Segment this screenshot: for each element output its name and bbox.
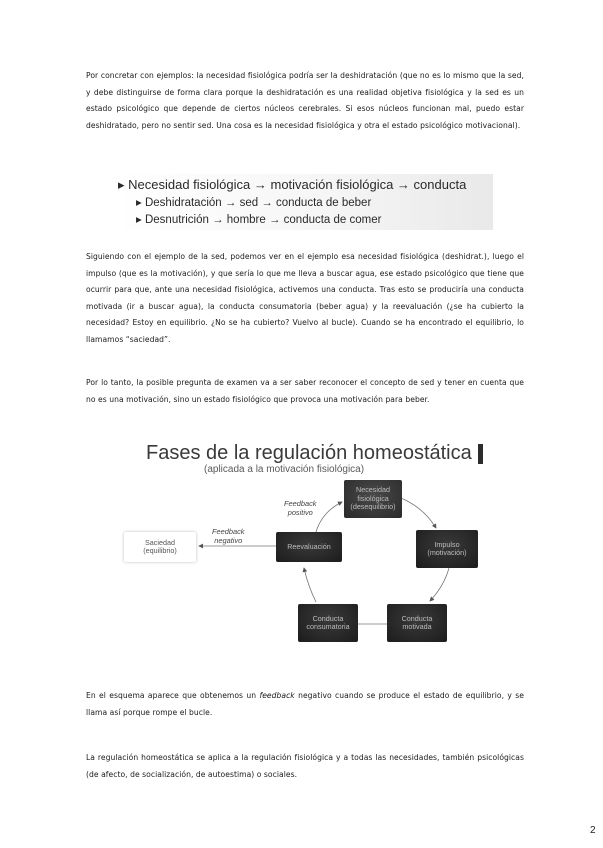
arrow-necesidad-impulso [401, 498, 436, 528]
arrow-impulso-motivada [430, 568, 449, 601]
sequence-line-dehydration: ▸ Deshidratación → sed → conducta de beber [136, 197, 372, 209]
label-feedback-negativo: Feedback negativo [212, 527, 245, 545]
diagram-title: Fases de la regulación homeostática [146, 442, 472, 464]
node-impulso: Impulso (motivación) [416, 530, 478, 568]
sequence-line-malnutrition: ▸ Desnutrición → hombre → conducta de comer [136, 214, 382, 226]
diagram-subtitle: (aplicada a la motivación fisiológica) [204, 464, 365, 475]
paragraph-feedback-negativo: En el esquema aparece que obtenemos un feedback negativo cuando se produce el estado de equilibrio, y se llama así porque rompe el bucle. [86, 691, 524, 717]
label-feedback-positivo: Feedback positivo [284, 499, 317, 517]
node-conducta-motivada: Conducta motivada [387, 604, 447, 642]
node-reevaluacion: Reevaluación [276, 532, 342, 562]
node-necesidad-fisiologica: Necesidad fisiológica (desequilibrio) [344, 480, 402, 518]
paragraph-concrete-examples: Por concretar con ejemplos: la necesidad fisiológica podría ser la deshidratación (que no es lo mismo que la sed, y debe distinguirse de forma clara porque la deshidratación es una realidad objetiva fisiológica y la sed es un estado psicológico que depende de ciertos núcleos cerebrales. Si esos núcleos funcionan mal, puedo estar deshidratado, pero no sentir sed. Una cosa es la necesidad fisiológica y otra el estado psicológico motivacional). [86, 71, 524, 130]
emphasis-feedback: feedback [259, 691, 295, 700]
homeostatic-regulation-diagram [104, 436, 502, 662]
arrow-consumatoria-reevaluacion [304, 568, 316, 602]
node-conducta-consumatoria: Conducta consumatoria [298, 604, 358, 642]
paragraph-homeostatic-regulation: La regulación homeostática se aplica a la regulación fisiológica y a todas las necesidades, también psicológicas (de afecto, de socialización, de autoestima) o sociales. [86, 753, 524, 779]
arrow-reevaluacion-necesidad [316, 502, 342, 532]
sequence-line-general: ▸ Necesidad fisiológica → motivación fisiológica → conducta [118, 177, 467, 192]
paragraph-thirst-example: Siguiendo con el ejemplo de la sed, podemos ver en el ejemplo esa necesidad fisiológica (deshidrat.), luego el impulso (que es la motivación), y que sería lo que me lleva a buscar agua, ese estado psicológico que tiene que ocurrir para que, ante una necesidad fisiológica, activemos una conducta. Tras esto se produciría una conducta motivada (ir a buscar agua), la conducta consumatoria (beber agua) y la reevaluación (¿se ha cubierto la necesidad? Estoy en equilibrio. ¿No se ha cubierto? Vuelvo al bucle). Cuando se ha encontrado el equilibrio, lo llamamos “saciedad”. [86, 252, 524, 344]
page-number: 2 [590, 825, 596, 836]
node-saciedad: Saciedad (equilibrio) [124, 532, 196, 562]
paragraph-exam-question: Por lo tanto, la posible pregunta de examen va a ser saber reconocer el concepto de sed y tener en cuenta que no es una motivación, sino un estado fisiológico que provoca una motivación para beber. [86, 378, 524, 404]
